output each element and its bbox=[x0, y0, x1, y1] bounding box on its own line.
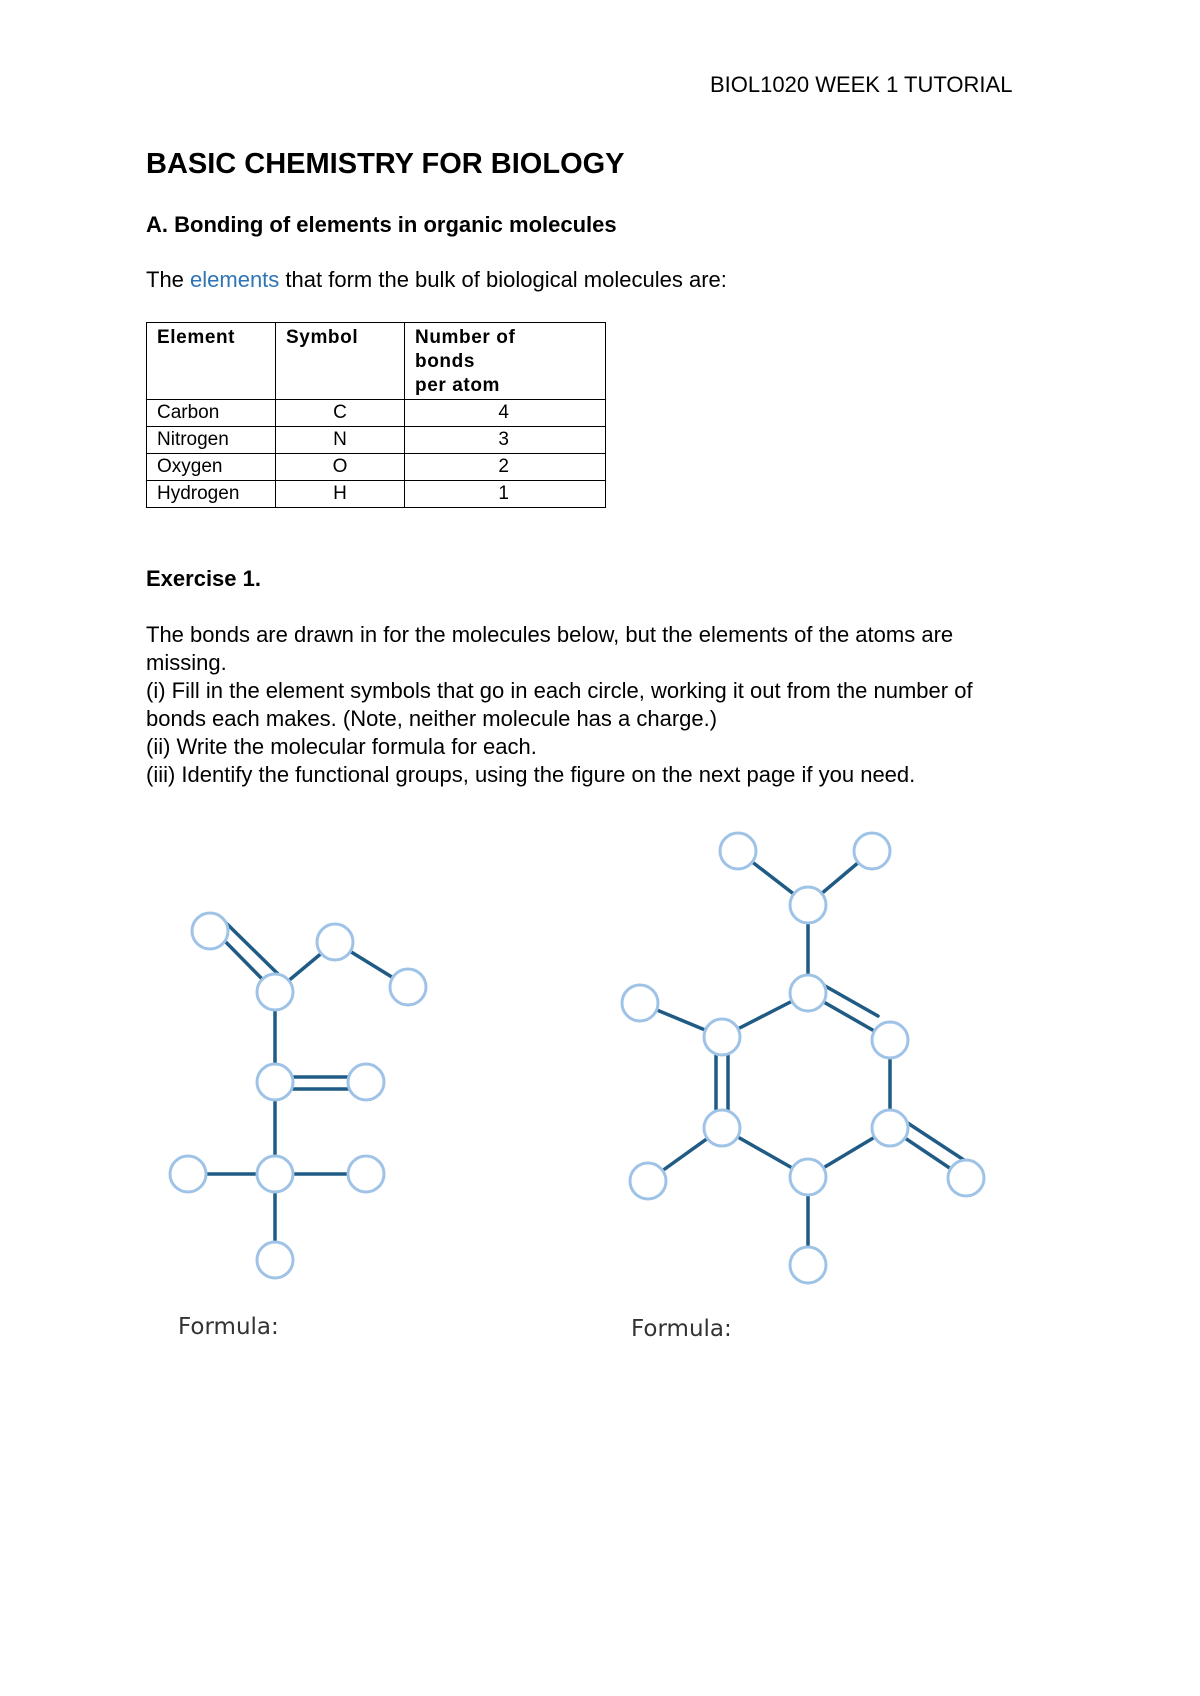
atom-circle-icon[interactable] bbox=[704, 1019, 740, 1055]
bond-double bbox=[818, 982, 878, 1016]
cell-symbol: H bbox=[276, 481, 405, 508]
atom-circle-icon[interactable] bbox=[872, 1022, 908, 1058]
atom-circle-icon[interactable] bbox=[872, 1110, 908, 1146]
atom-circle-icon[interactable] bbox=[257, 1242, 293, 1278]
column-header-bonds-line: per atom bbox=[415, 375, 501, 396]
column-header-bonds-line: bonds bbox=[415, 351, 475, 372]
atom-circle-icon[interactable] bbox=[622, 985, 658, 1021]
atom-circle-icon[interactable] bbox=[630, 1163, 666, 1199]
column-header-symbol: Symbol bbox=[276, 323, 405, 400]
instruction-line: (ii) Write the molecular formula for each. bbox=[146, 734, 537, 759]
elements-link[interactable]: elements bbox=[190, 267, 280, 292]
atom-circle-icon[interactable] bbox=[790, 1159, 826, 1195]
cell-bonds: 2 bbox=[405, 454, 606, 481]
instruction-line: (iii) Identify the functional groups, using the figure on the next page if you need. bbox=[146, 762, 916, 787]
atom-circle-icon[interactable] bbox=[948, 1160, 984, 1196]
atom-circle-icon[interactable] bbox=[257, 1156, 293, 1192]
instruction-line: missing. bbox=[146, 650, 227, 675]
atom-circle-icon[interactable] bbox=[257, 974, 293, 1010]
cell-symbol: N bbox=[276, 427, 405, 454]
atom-circle-icon[interactable] bbox=[170, 1156, 206, 1192]
document-title: BASIC CHEMISTRY FOR BIOLOGY bbox=[146, 148, 625, 180]
column-header-element: Element bbox=[147, 323, 276, 400]
atom-circle-icon[interactable] bbox=[854, 833, 890, 869]
atom-circle-icon[interactable] bbox=[257, 1064, 293, 1100]
cell-element: Nitrogen bbox=[147, 427, 276, 454]
cell-symbol: C bbox=[276, 400, 405, 427]
atom-circle-icon[interactable] bbox=[348, 1156, 384, 1192]
cell-symbol: O bbox=[276, 454, 405, 481]
atom-circle-icon[interactable] bbox=[390, 969, 426, 1005]
instruction-line: bonds each makes. (Note, neither molecule has a charge.) bbox=[146, 706, 718, 731]
cell-element: Hydrogen bbox=[147, 481, 276, 508]
atom-circle-icon[interactable] bbox=[704, 1110, 740, 1146]
cell-bonds: 4 bbox=[405, 400, 606, 427]
page-header: BIOL1020 WEEK 1 TUTORIAL bbox=[710, 72, 1013, 97]
instruction-line: (i) Fill in the element symbols that go in each circle, working it out from the number of bbox=[146, 678, 973, 703]
section-heading: A. Bonding of elements in organic molecules bbox=[146, 212, 617, 237]
atom-circle-icon[interactable] bbox=[317, 924, 353, 960]
atom-circle-icon[interactable] bbox=[348, 1064, 384, 1100]
cell-element: Carbon bbox=[147, 400, 276, 427]
exercise-heading: Exercise 1. bbox=[146, 566, 261, 591]
column-header-bonds-line: Number of bbox=[415, 327, 516, 348]
atom-circle-icon[interactable] bbox=[790, 975, 826, 1011]
intro-text-after: that form the bulk of biological molecules are: bbox=[279, 267, 727, 292]
formula-label-1: Formula: bbox=[178, 1314, 279, 1340]
formula-label-2: Formula: bbox=[631, 1316, 732, 1342]
cell-bonds: 3 bbox=[405, 427, 606, 454]
atom-circle-icon[interactable] bbox=[790, 1247, 826, 1283]
atom-circle-icon[interactable] bbox=[192, 913, 228, 949]
cell-element: Oxygen bbox=[147, 454, 276, 481]
cell-bonds: 1 bbox=[405, 481, 606, 508]
atom-circle-icon[interactable] bbox=[790, 887, 826, 923]
intro-text-before: The bbox=[146, 267, 191, 292]
instruction-line: The bonds are drawn in for the molecules below, but the elements of the atoms are bbox=[146, 622, 954, 647]
atom-circle-icon[interactable] bbox=[720, 833, 756, 869]
